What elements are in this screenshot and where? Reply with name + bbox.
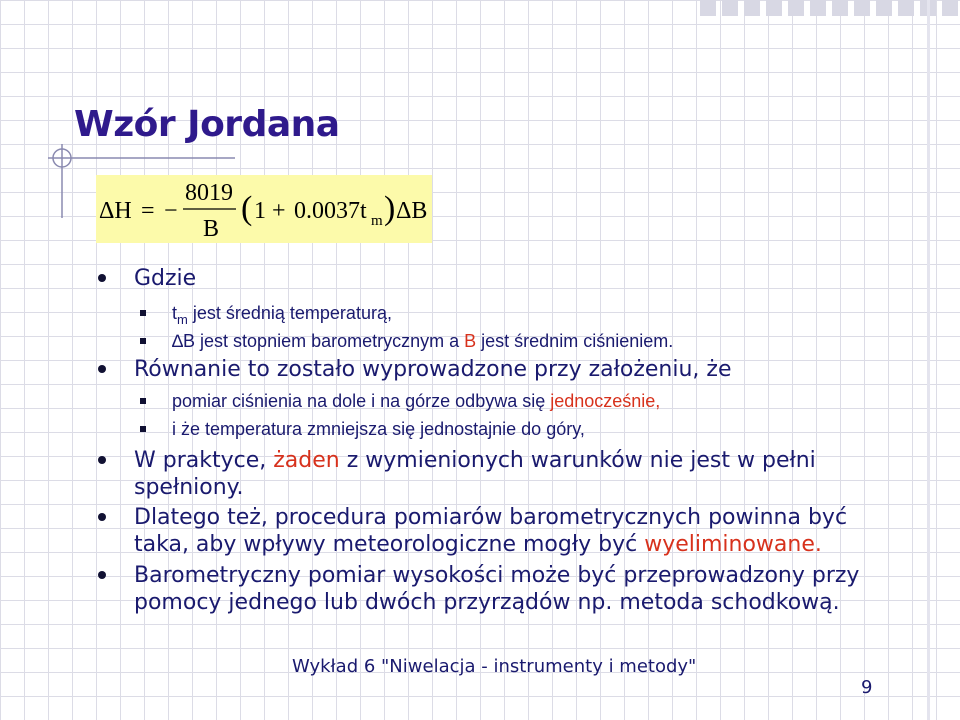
formula-equals: = [141, 198, 155, 224]
right-divider-line [927, 0, 930, 720]
slide-footer: Wykład 6 "Niwelacja - instrumenty i metody" [292, 656, 697, 677]
formula-paren-open: ( [241, 190, 253, 227]
bullet-dot [98, 571, 106, 579]
bullet-dot [98, 274, 106, 282]
slide-content [96, 260, 876, 616]
formula-box [96, 175, 432, 243]
jordan-formula [96, 175, 432, 243]
formula-paren-close: ) [384, 190, 396, 227]
slide-title: Wzór Jordana [74, 104, 340, 145]
formula-coefficient: 0.0037t [294, 198, 367, 224]
bullet-procedure: Dlatego też, procedura pomiarów barometrycznych powinna być taka, aby wpływy meteorologiczne mogły być wyeliminowane. [96, 504, 876, 558]
bullet-dot [98, 513, 106, 521]
square-bullet [140, 398, 146, 404]
sub-bullet-tm: $t_m$ jest średnią temperaturą, [96, 300, 876, 328]
square-bullet [140, 310, 146, 316]
square-bullet [140, 338, 146, 344]
formula-lhs: ΔH [99, 198, 132, 224]
bullet-practice: W praktyce, żaden z wymienionych warunków nie jest w pełni spełniony. [96, 447, 876, 501]
formula-plus: + [272, 198, 286, 224]
corner-decoration [700, 0, 960, 40]
square-bullet [140, 426, 146, 432]
formula-minus: − [164, 198, 178, 224]
formula-numerator: 8019 [185, 180, 233, 206]
bullet-dot [98, 365, 106, 373]
sub-bullet-delta-b: ∆B jest stopniem barometrycznym a B jest średnim ciśnieniem. [96, 328, 876, 354]
bullet-barometric: Barometryczny pomiar wysokości może być przeprowadzony przy pomocy jednego lub dwóch przyrządów np. metoda schodkową. [96, 562, 876, 616]
bullet-assumption: Równanie to zostało wyprowadzone przy założeniu, że [96, 356, 876, 383]
sub-bullet-temperature: i że temperatura zmniejsza się jednostajnie do góry, [96, 416, 876, 442]
formula-subscript: m [371, 213, 383, 229]
formula-rhs: ΔB [396, 198, 428, 224]
sub-bullet-simultaneous: pomiar ciśnienia na dole i na górze odbywa się jednocześnie, [96, 388, 876, 414]
bullet-gdzie: Gdzie [96, 265, 876, 292]
page-number: 9 [861, 677, 873, 698]
formula-denominator: B [203, 216, 220, 242]
formula-one: 1 [254, 198, 266, 224]
bullet-dot [98, 456, 106, 464]
